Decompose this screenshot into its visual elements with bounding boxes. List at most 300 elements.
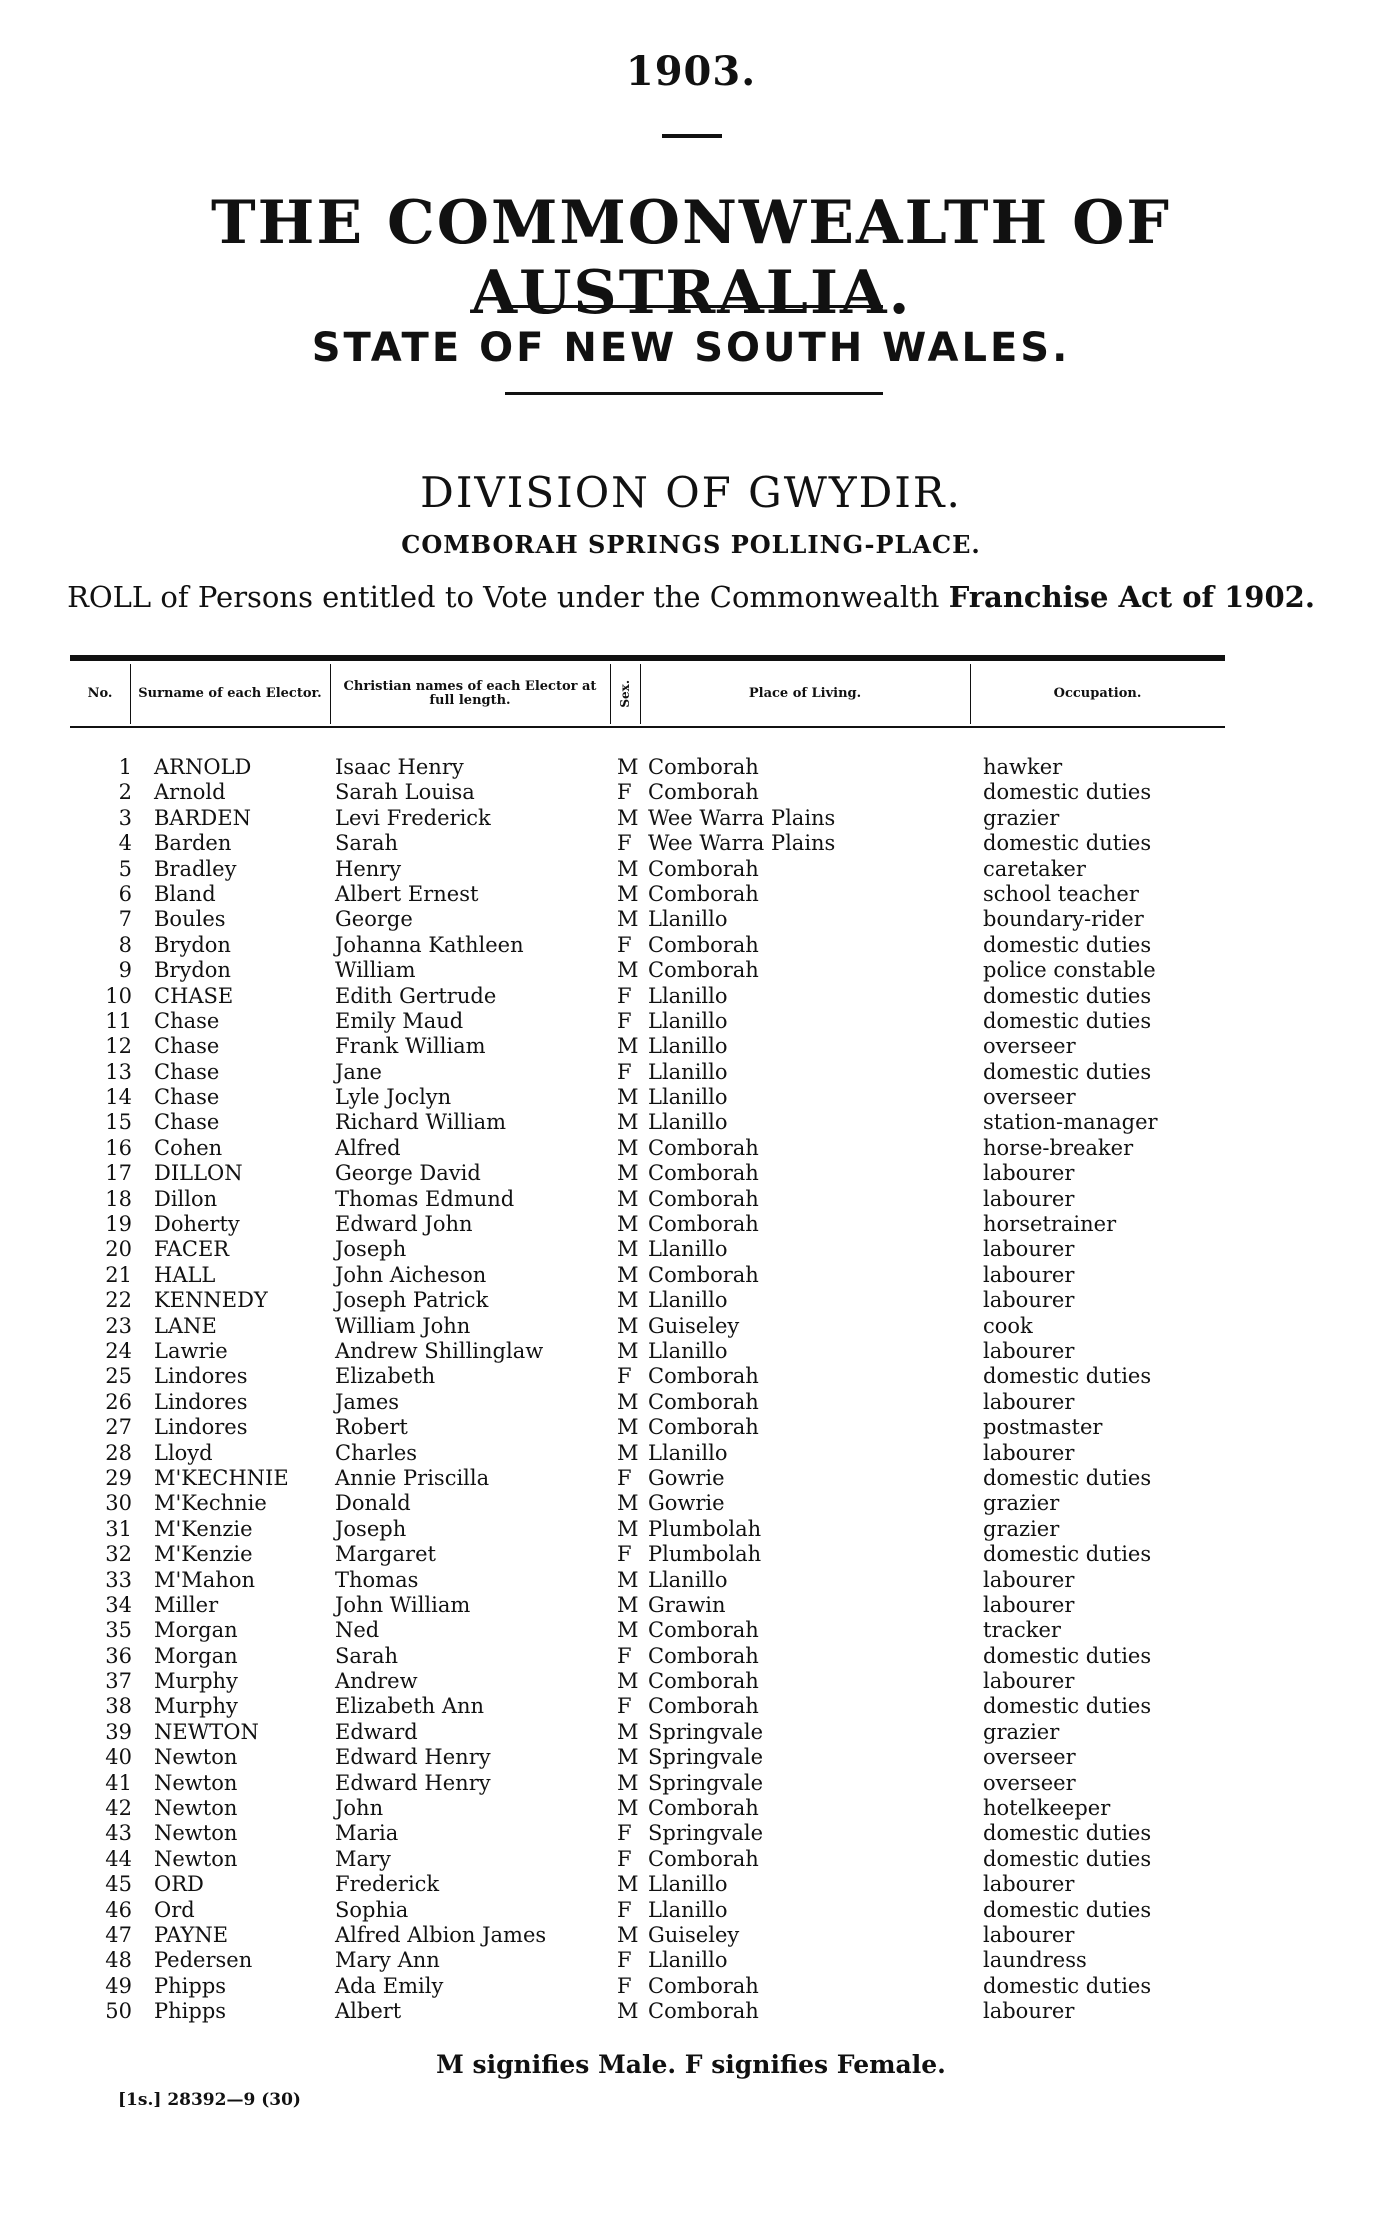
elector-sex: M — [617, 907, 639, 932]
elector-sex: M — [617, 856, 639, 881]
table-row — [70, 1187, 1225, 1212]
elector-number: 8 — [118, 932, 132, 957]
elector-surname: M'KECHNIE — [154, 1465, 289, 1490]
elector-number: 49 — [105, 1973, 132, 1998]
elector-occupation: domestic duties — [983, 932, 1152, 957]
elector-surname: CHASE — [154, 983, 234, 1008]
elector-surname: M'Kenzie — [154, 1542, 253, 1567]
elector-sex: F — [617, 1008, 632, 1033]
table-row — [70, 1339, 1225, 1364]
elector-sex: M — [617, 1872, 639, 1897]
table-row — [70, 1415, 1225, 1440]
elector-sex: M — [617, 881, 639, 906]
elector-occupation: overseer — [983, 1085, 1076, 1110]
elector-surname: Chase — [154, 1110, 220, 1135]
divider-lower — [505, 392, 883, 395]
elector-occupation: domestic duties — [983, 1846, 1152, 1871]
col-header-christian: Christian names of each Elector at full length. — [343, 679, 597, 708]
elector-number: 18 — [105, 1186, 132, 1211]
table-row — [70, 1644, 1225, 1669]
elector-sex: M — [617, 1288, 639, 1313]
table-row — [70, 933, 1225, 958]
elector-occupation: hawker — [983, 755, 1063, 779]
table-row — [70, 1517, 1225, 1542]
table-row — [70, 882, 1225, 907]
elector-christian-names: Edward Henry — [335, 1770, 491, 1795]
elector-place: Llanillo — [648, 1897, 728, 1922]
table-row — [70, 1136, 1225, 1161]
elector-sex: M — [617, 1618, 639, 1643]
elector-place: Llanillo — [648, 1085, 728, 1110]
elector-christian-names: Robert — [335, 1415, 408, 1440]
elector-surname: Chase — [154, 1034, 220, 1059]
elector-surname: Barden — [154, 831, 232, 856]
elector-place: Comborah — [648, 1262, 759, 1287]
elector-surname: Newton — [154, 1846, 238, 1871]
table-row — [70, 1085, 1225, 1110]
elector-number: 26 — [105, 1389, 132, 1414]
elector-number: 44 — [105, 1846, 132, 1871]
elector-surname: Newton — [154, 1821, 238, 1846]
elector-number: 13 — [105, 1059, 132, 1084]
elector-sex: M — [617, 1389, 639, 1414]
elector-surname: Murphy — [154, 1669, 238, 1694]
elector-sex: M — [617, 1110, 639, 1135]
elector-occupation: domestic duties — [983, 1821, 1152, 1846]
elector-christian-names: Thomas Edmund — [335, 1186, 515, 1211]
elector-surname: Bradley — [154, 856, 237, 881]
elector-place: Comborah — [648, 1618, 759, 1643]
elector-christian-names: Frank William — [335, 1034, 486, 1059]
table-row — [70, 1161, 1225, 1186]
elector-christian-names: Elizabeth — [335, 1364, 436, 1389]
table-row — [70, 958, 1225, 983]
table-row — [70, 1364, 1225, 1389]
divider-short — [662, 134, 722, 138]
elector-surname: Miller — [154, 1592, 219, 1617]
elector-number: 30 — [105, 1491, 132, 1516]
elector-place: Comborah — [648, 1186, 759, 1211]
elector-place: Llanillo — [648, 1034, 728, 1059]
elector-number: 3 — [118, 805, 132, 830]
elector-occupation: labourer — [983, 1237, 1075, 1262]
state-heading: STATE OF NEW SOUTH WALES. — [311, 325, 1071, 371]
elector-occupation: police constable — [983, 958, 1156, 983]
elector-sex: F — [617, 1821, 632, 1846]
table-row — [70, 1618, 1225, 1643]
elector-occupation: labourer — [983, 1592, 1075, 1617]
elector-sex: F — [617, 1643, 632, 1668]
elector-sex: M — [617, 1135, 639, 1160]
elector-sex: M — [617, 1440, 639, 1465]
elector-sex: M — [617, 1669, 639, 1694]
table-row — [70, 1771, 1225, 1796]
elector-place: Comborah — [648, 1389, 759, 1414]
elector-christian-names: Mary Ann — [335, 1948, 440, 1973]
elector-occupation: domestic duties — [983, 1897, 1152, 1922]
column-divider — [610, 664, 611, 724]
elector-surname: Pedersen — [154, 1948, 253, 1973]
table-row — [70, 806, 1225, 831]
elector-christian-names: Albert — [335, 1999, 402, 2024]
table-row — [70, 1821, 1225, 1846]
table-row — [70, 1212, 1225, 1237]
elector-number: 32 — [105, 1542, 132, 1567]
elector-christian-names: Mary — [335, 1846, 391, 1871]
elector-occupation: tracker — [983, 1618, 1061, 1643]
elector-number: 41 — [105, 1770, 132, 1795]
elector-occupation: domestic duties — [983, 1008, 1152, 1033]
elector-christian-names: Edith Gertrude — [335, 983, 497, 1008]
elector-number: 1 — [118, 755, 132, 779]
elector-place: Llanillo — [648, 1948, 728, 1973]
elector-sex: M — [617, 1262, 639, 1287]
elector-surname: Phipps — [154, 1973, 227, 1998]
elector-place: Llanillo — [648, 1237, 728, 1262]
elector-number: 9 — [118, 958, 132, 983]
elector-occupation: overseer — [983, 1770, 1076, 1795]
elector-sex: M — [617, 1338, 639, 1363]
elector-christian-names: Richard William — [335, 1110, 507, 1135]
table-row — [70, 1720, 1225, 1745]
elector-christian-names: George — [335, 907, 413, 932]
table-row — [70, 1466, 1225, 1491]
elector-surname: NEWTON — [154, 1719, 259, 1744]
elector-christian-names: John William — [335, 1592, 471, 1617]
elector-number: 25 — [105, 1364, 132, 1389]
elector-number: 7 — [118, 907, 132, 932]
elector-occupation: labourer — [983, 1338, 1075, 1363]
elector-number: 19 — [105, 1212, 132, 1237]
elector-sex: M — [617, 1592, 639, 1617]
elector-number: 14 — [105, 1085, 132, 1110]
elector-occupation: hotelkeeper — [983, 1796, 1111, 1821]
elector-occupation: labourer — [983, 1872, 1075, 1897]
elector-christian-names: James — [335, 1389, 400, 1414]
elector-surname: Lindores — [154, 1389, 248, 1414]
divider-upper — [505, 305, 883, 308]
elector-christian-names: John Aicheson — [335, 1262, 487, 1287]
elector-place: Comborah — [648, 1796, 759, 1821]
elector-christian-names: Donald — [335, 1491, 411, 1516]
elector-sex: M — [617, 1313, 639, 1338]
elector-sex: M — [617, 1719, 639, 1744]
elector-occupation: domestic duties — [983, 1694, 1152, 1719]
elector-number: 27 — [105, 1415, 132, 1440]
elector-number: 31 — [105, 1516, 132, 1541]
elector-sex: F — [617, 831, 632, 856]
elector-sex: M — [617, 1796, 639, 1821]
elector-sex: F — [617, 1542, 632, 1567]
elector-christian-names: Sarah Louisa — [335, 780, 475, 805]
elector-christian-names: Charles — [335, 1440, 418, 1465]
elector-number: 21 — [105, 1262, 132, 1287]
column-divider — [130, 664, 131, 724]
table-row — [70, 1542, 1225, 1567]
elector-surname: Brydon — [154, 932, 231, 957]
elector-number: 17 — [105, 1161, 132, 1186]
elector-christian-names: Jane — [335, 1059, 382, 1084]
elector-place: Llanillo — [648, 1110, 728, 1135]
table-row — [70, 1974, 1225, 1999]
table-row — [70, 907, 1225, 932]
elector-sex: M — [617, 1567, 639, 1592]
elector-place: Comborah — [648, 1973, 759, 1998]
col-header-surname: Surname of each Elector. — [138, 686, 322, 701]
table-row — [70, 1847, 1225, 1872]
elector-number: 35 — [105, 1618, 132, 1643]
elector-surname: M'Mahon — [154, 1567, 255, 1592]
table-row — [70, 1263, 1225, 1288]
elector-place: Comborah — [648, 1212, 759, 1237]
elector-number: 48 — [105, 1948, 132, 1973]
elector-number: 4 — [118, 831, 132, 856]
elector-sex: M — [617, 1999, 639, 2024]
elector-surname: Newton — [154, 1796, 238, 1821]
sex-legend: M signifies Male. F signifies Female. — [436, 2050, 946, 2079]
elector-christian-names: Sarah — [335, 831, 398, 856]
elector-place: Comborah — [648, 1846, 759, 1871]
elector-christian-names: Alfred — [335, 1135, 401, 1160]
elector-surname: KENNEDY — [154, 1288, 268, 1313]
elector-surname: Brydon — [154, 958, 231, 983]
elector-sex: M — [617, 958, 639, 983]
elector-sex: F — [617, 1897, 632, 1922]
elector-sex: M — [617, 755, 639, 779]
elector-place: Llanillo — [648, 907, 728, 932]
table-row — [70, 1568, 1225, 1593]
table-row — [70, 755, 1225, 780]
elector-occupation: grazier — [983, 1719, 1060, 1744]
elector-sex: F — [617, 983, 632, 1008]
table-row — [70, 780, 1225, 805]
col-header-no: No. — [87, 686, 113, 701]
elector-christian-names: Margaret — [335, 1542, 436, 1567]
elector-occupation: domestic duties — [983, 831, 1152, 856]
elector-number: 33 — [105, 1567, 132, 1592]
elector-surname: Morgan — [154, 1618, 238, 1643]
elector-number: 42 — [105, 1796, 132, 1821]
elector-place: Plumbolah — [648, 1516, 762, 1541]
elector-surname: Chase — [154, 1085, 220, 1110]
elector-sex: M — [617, 1237, 639, 1262]
elector-occupation: station-manager — [983, 1110, 1158, 1135]
elector-christian-names: Ada Emily — [335, 1973, 444, 1998]
table-row — [70, 1314, 1225, 1339]
elector-occupation: grazier — [983, 1516, 1060, 1541]
elector-occupation: domestic duties — [983, 1973, 1152, 1998]
elector-number: 6 — [118, 881, 132, 906]
elector-place: Llanillo — [648, 1440, 728, 1465]
elector-occupation: domestic duties — [983, 1059, 1152, 1084]
elector-surname: FACER — [154, 1237, 230, 1262]
elector-occupation: domestic duties — [983, 780, 1152, 805]
elector-occupation: domestic duties — [983, 983, 1152, 1008]
elector-surname: Cohen — [154, 1135, 223, 1160]
elector-sex: M — [617, 1770, 639, 1795]
elector-surname: BARDEN — [154, 805, 251, 830]
elector-place: Comborah — [648, 1669, 759, 1694]
elector-sex: M — [617, 1212, 639, 1237]
elector-place: Comborah — [648, 1364, 759, 1389]
elector-number: 20 — [105, 1237, 132, 1262]
elector-number: 46 — [105, 1897, 132, 1922]
elector-number: 15 — [105, 1110, 132, 1135]
elector-number: 2 — [118, 780, 132, 805]
elector-number: 29 — [105, 1465, 132, 1490]
elector-christian-names: Sophia — [335, 1897, 409, 1922]
elector-surname: PAYNE — [154, 1922, 229, 1947]
col-header-sex-label: Sex. — [618, 680, 632, 708]
elector-christian-names: Henry — [335, 856, 402, 881]
elector-occupation: grazier — [983, 1491, 1060, 1516]
elector-surname: Arnold — [154, 780, 226, 805]
elector-place: Comborah — [648, 755, 759, 779]
elector-occupation: domestic duties — [983, 1542, 1152, 1567]
table-row — [70, 1694, 1225, 1719]
elector-sex: M — [617, 1922, 639, 1947]
elector-occupation: horsetrainer — [983, 1212, 1117, 1237]
elector-sex: M — [617, 1415, 639, 1440]
print-reference: [1s.] 28392—9 (30) — [118, 2090, 301, 2110]
elector-surname: Lawrie — [154, 1338, 228, 1363]
elector-place: Comborah — [648, 932, 759, 957]
elector-place: Comborah — [648, 1694, 759, 1719]
elector-occupation: laundress — [983, 1948, 1087, 1973]
elector-christian-names: Lyle Joclyn — [335, 1085, 452, 1110]
elector-number: 23 — [105, 1313, 132, 1338]
elector-christian-names: Andrew Shillinglaw — [335, 1338, 544, 1363]
elector-surname: ORD — [154, 1872, 204, 1897]
table-row — [70, 1923, 1225, 1948]
elector-place: Comborah — [648, 780, 759, 805]
elector-occupation: grazier — [983, 805, 1060, 830]
elector-sex: F — [617, 1846, 632, 1871]
elector-place: Gowrie — [648, 1465, 725, 1490]
table-row — [70, 831, 1225, 856]
elector-christian-names: Isaac Henry — [335, 755, 464, 779]
elector-christian-names: Sarah — [335, 1643, 398, 1668]
elector-occupation: horse-breaker — [983, 1135, 1134, 1160]
elector-number: 37 — [105, 1669, 132, 1694]
elector-christian-names: Johanna Kathleen — [335, 932, 524, 957]
elector-surname: Bland — [154, 881, 216, 906]
elector-number: 28 — [105, 1440, 132, 1465]
elector-place: Llanillo — [648, 983, 728, 1008]
elector-occupation: labourer — [983, 1922, 1075, 1947]
elector-number: 43 — [105, 1821, 132, 1846]
elector-sex: M — [617, 1085, 639, 1110]
elector-sex: M — [617, 1516, 639, 1541]
col-header-sex — [610, 664, 640, 724]
elector-occupation: labourer — [983, 1669, 1075, 1694]
elector-sex: F — [617, 1465, 632, 1490]
elector-surname: Lloyd — [154, 1440, 213, 1465]
table-row — [70, 1999, 1225, 2024]
elector-surname: Chase — [154, 1008, 220, 1033]
elector-surname: HALL — [154, 1262, 216, 1287]
elector-number: 45 — [105, 1872, 132, 1897]
elector-occupation: domestic duties — [983, 1643, 1152, 1668]
elector-sex: F — [617, 780, 632, 805]
elector-number: 40 — [105, 1745, 132, 1770]
elector-number: 22 — [105, 1288, 132, 1313]
elector-christian-names: Levi Frederick — [335, 805, 491, 830]
elector-christian-names: Emily Maud — [335, 1008, 464, 1033]
elector-christian-names: Maria — [335, 1821, 399, 1846]
elector-place: Comborah — [648, 1999, 759, 2024]
elector-number: 50 — [105, 1999, 132, 2024]
elector-christian-names: Joseph — [335, 1516, 407, 1541]
elector-christian-names: John — [335, 1796, 384, 1821]
elector-place: Springvale — [648, 1745, 764, 1770]
elector-occupation: labourer — [983, 1999, 1075, 2024]
table-row — [70, 1390, 1225, 1415]
elector-surname: Ord — [154, 1897, 195, 1922]
col-header-place: Place of Living. — [748, 686, 862, 701]
elector-occupation: postmaster — [983, 1415, 1103, 1440]
elector-christian-names: Andrew — [335, 1669, 418, 1694]
elector-place: Comborah — [648, 856, 759, 881]
table-row — [70, 1110, 1225, 1135]
year: 1903. — [625, 48, 757, 95]
elector-place: Springvale — [648, 1719, 764, 1744]
table-row — [70, 1491, 1225, 1516]
elector-sex: M — [617, 1161, 639, 1186]
elector-surname: Lindores — [154, 1364, 248, 1389]
elector-surname: DILLON — [154, 1161, 243, 1186]
elector-surname: Boules — [154, 907, 226, 932]
elector-occupation: labourer — [983, 1440, 1075, 1465]
table-row — [70, 857, 1225, 882]
elector-christian-names: Thomas — [335, 1567, 419, 1592]
elector-christian-names: William John — [335, 1313, 471, 1338]
table-row — [70, 1034, 1225, 1059]
table-row — [70, 1009, 1225, 1034]
elector-christian-names: George David — [335, 1161, 481, 1186]
elector-occupation: labourer — [983, 1288, 1075, 1313]
table-row — [70, 1796, 1225, 1821]
elector-surname: Phipps — [154, 1999, 227, 2024]
elector-sex: M — [617, 1186, 639, 1211]
elector-surname: Newton — [154, 1770, 238, 1795]
table-row — [70, 1745, 1225, 1770]
table-header — [70, 664, 1225, 724]
elector-occupation: labourer — [983, 1161, 1075, 1186]
elector-place: Llanillo — [648, 1567, 728, 1592]
elector-sex: F — [617, 1948, 632, 1973]
elector-number: 5 — [118, 856, 132, 881]
division-heading: DIVISION OF GWYDIR. — [420, 468, 962, 517]
elector-surname: M'Kenzie — [154, 1516, 253, 1541]
elector-sex: F — [617, 1694, 632, 1719]
elector-sex: F — [617, 1364, 632, 1389]
table-header-bottom-rule — [70, 726, 1225, 728]
table-row — [70, 1441, 1225, 1466]
elector-place: Springvale — [648, 1821, 764, 1846]
table-row — [70, 1060, 1225, 1085]
elector-occupation: labourer — [983, 1389, 1075, 1414]
elector-place: Guiseley — [648, 1922, 740, 1947]
elector-christian-names: William — [335, 958, 416, 983]
elector-occupation: domestic duties — [983, 1364, 1152, 1389]
elector-place: Plumbolah — [648, 1542, 762, 1567]
elector-number: 38 — [105, 1694, 132, 1719]
roll-act: Franchise Act of 1902. — [948, 580, 1315, 614]
table-row — [70, 1237, 1225, 1262]
elector-occupation: labourer — [983, 1262, 1075, 1287]
elector-christian-names: Edward — [335, 1719, 418, 1744]
